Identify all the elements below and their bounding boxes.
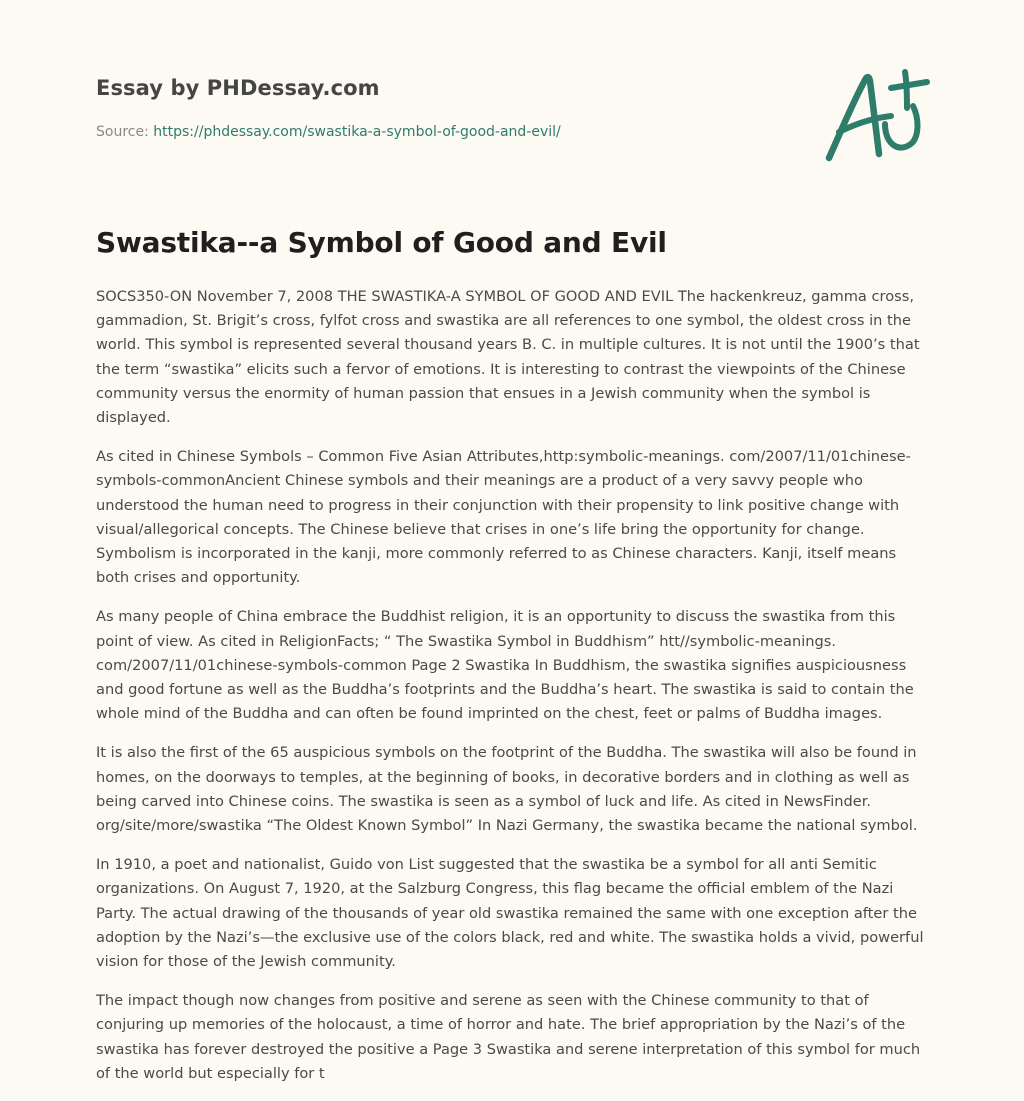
essay-paragraph: SOCS350-ON November 7, 2008 THE SWASTIKA-A SYMBOL OF GOOD AND EVIL The hackenkreuz, gamma cross, gammadion, St. Brigit’s cross, fylfot cross and swastika are all references to one symbol, the oldest cross in the world. This symbol is represented several thousand years B. C. in multiple cultures. It is not until the 1900’s that the term “swastika” elicits such a fervor of emotions. It is interesting to contrast the viewpoints of the Chinese community versus the enormity of human passion that ensues in a Jewish community when the symbol is displayed. xyxy=(96,288,920,427)
essay-paragraph: In 1910, a poet and nationalist, Guido von List suggested that the swastika be a symbol for all anti Semitic organizations. On August 7, 1920, at the Salzburg Congress, this flag became the official emblem of the Nazi Party. The actual drawing of the thousands of year old swastika remained the same with one exception after the adoption by the Nazi’s—the exclusive use of the colors black, red and white. The swastika holds a vivid, powerful vision for those of the Jewish community. xyxy=(96,856,924,971)
source-line xyxy=(96,124,561,140)
essay-paragraph: As many people of China embrace the Buddhist religion, it is an opportunity to discuss the swastika from this point of view. As cited in ReligionFacts; “ The Swastika Symbol in Buddhism” htt//symbolic-meanings. com/2007/11/01chinese-symbols-common Page 2 Swastika In Buddhism, the swastika signifies auspiciousness and good fortune as well as the Buddha’s footprints and the Buddha’s heart. The swastika is said to contain the whole mind of the Buddha and can often be found imprinted on the chest, feet or palms of Buddha images. xyxy=(96,608,914,723)
essay-paragraph: It is also the first of the 65 auspicious symbols on the footprint of the Buddha. The swastika will also be found in homes, on the doorways to temples, at the beginning of books, in decorative borders and in clothing as well as being carved into Chinese coins. The swastika is seen as a symbol of luck and life. As cited in NewsFinder. org/site/more/swastika “The Oldest Known Symbol” In Nazi Germany, the swastika became the national symbol. xyxy=(96,744,918,835)
source-link[interactable]: https://phdessay.com/swastika-a-symbol-of-good-and-evil/ xyxy=(153,124,561,140)
essay-body xyxy=(96,285,928,1101)
essay-title: Swastika--a Symbol of Good and Evil xyxy=(96,226,667,259)
site-brand: Essay by PHDessay.com xyxy=(96,76,380,100)
a-plus-logo-icon xyxy=(821,66,933,166)
essay-paragraph: As cited in Chinese Symbols – Common Five Asian Attributes,http:symbolic-meanings. com/2007/11/01chinese-symbols-commonAncient Chinese symbols and their meanings are a product of a very savvy people who understood the human need to progress in their conjunction with their propensity to link positive change with visual/allegorical concepts. The Chinese believe that crises in one’s life bring the opportunity for change. Symbolism is incorporated in the kanji, more commonly referred to as Chinese characters. Kanji, itself means both crises and opportunity. xyxy=(96,448,911,587)
essay-paragraph: The impact though now changes from positive and serene as seen with the Chinese community to that of conjuring up memories of the holocaust, a time of horror and hate. The brief appropriation by the Nazi’s of the swastika has forever destroyed the positive a Page 3 Swastika and serene interpretation of this symbol for much of the world but especially for t xyxy=(96,992,921,1082)
source-label: Source: xyxy=(96,124,154,140)
